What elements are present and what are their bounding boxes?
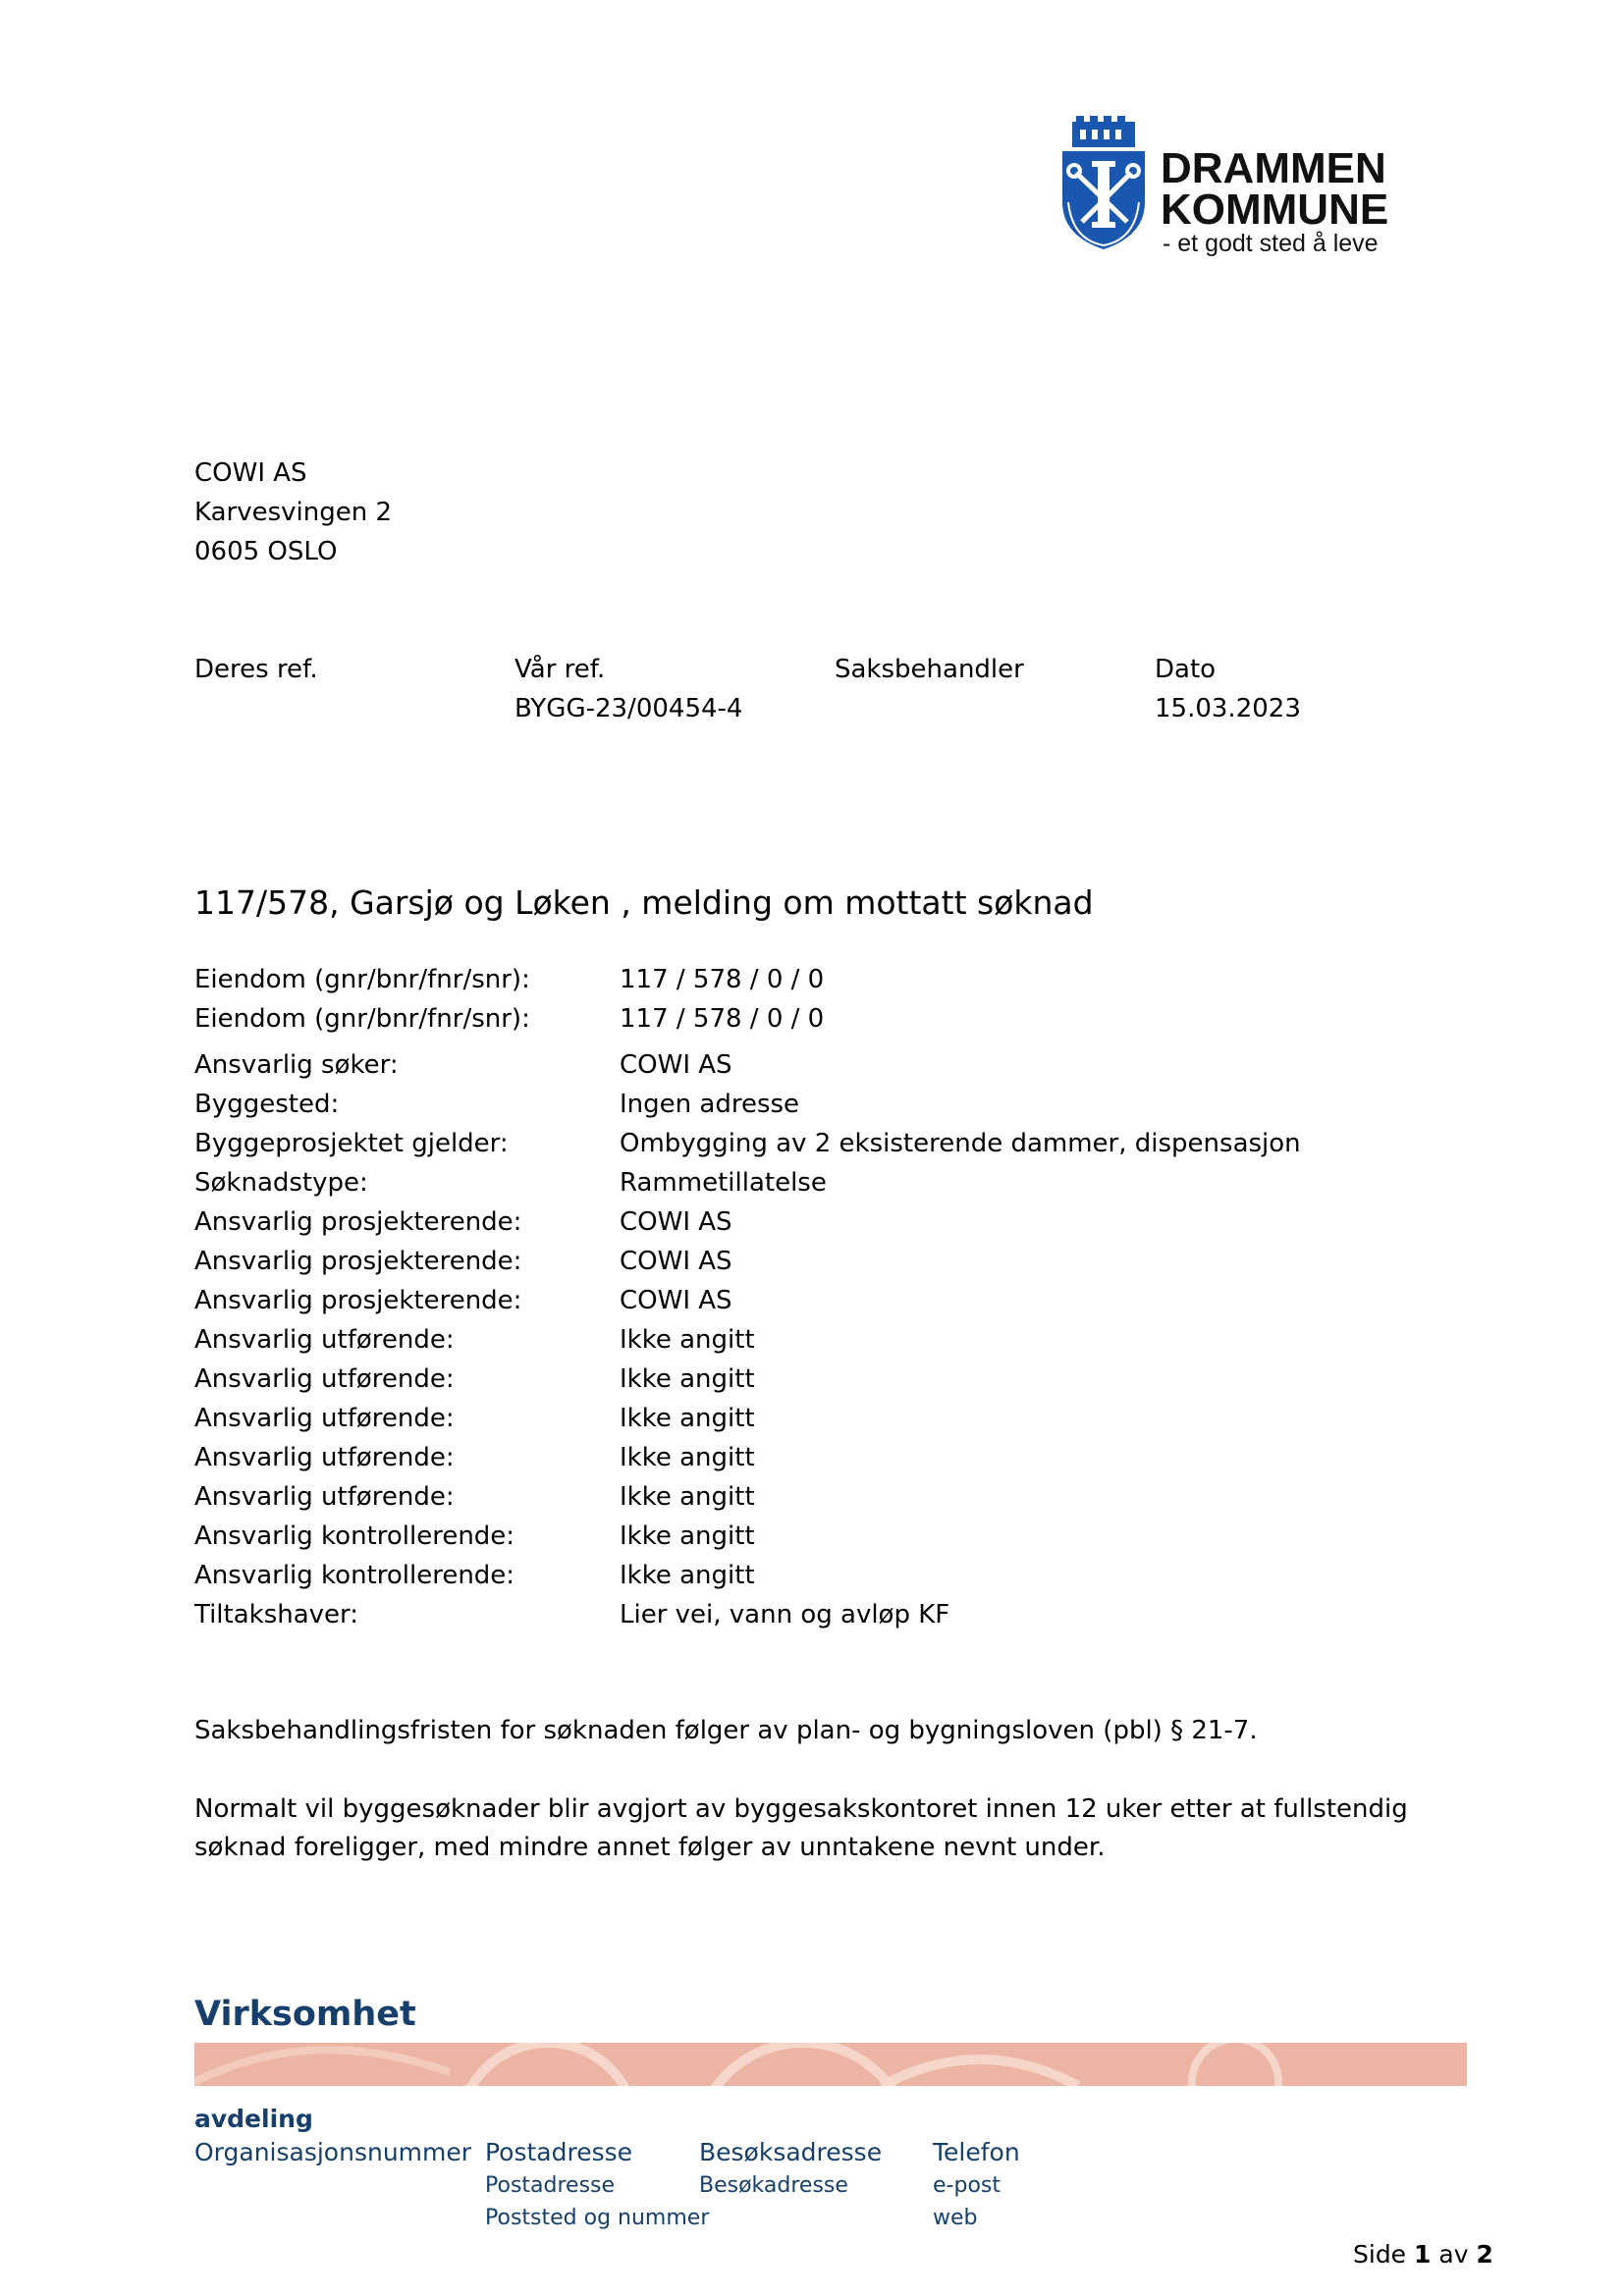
deres-ref-label: Deres ref. <box>194 655 318 684</box>
footer-department: avdeling <box>194 2105 313 2133</box>
coat-of-arms-icon <box>1058 116 1149 253</box>
property-value: 117 / 578 / 0 / 0 <box>620 965 825 994</box>
property-value: Ombygging av 2 eksisterende dammer, dispensasjon <box>620 1129 1301 1158</box>
property-label: Søknadstype: <box>194 1168 368 1198</box>
var-ref-value: BYGG-23/00454-4 <box>514 694 743 723</box>
footer-organization: Virksomhet <box>194 1995 416 2034</box>
property-label: Tiltakshaver: <box>194 1600 359 1629</box>
property-label: Ansvarlig prosjekterende: <box>194 1207 522 1237</box>
property-value: COWI AS <box>620 1286 732 1315</box>
dato-value: 15.03.2023 <box>1155 694 1301 723</box>
municipality-logo <box>1058 116 1402 257</box>
dato <box>1155 650 1301 728</box>
property-label: Ansvarlig utførende: <box>194 1325 455 1355</box>
property-label: Ansvarlig utførende: <box>194 1482 455 1512</box>
var-ref-label: Vår ref. <box>514 655 606 684</box>
footer-heading: Telefon <box>933 2138 1020 2166</box>
property-value: COWI AS <box>620 1247 732 1276</box>
page-separator: av <box>1438 2240 1469 2269</box>
property-value: Ikke angitt <box>620 1443 755 1472</box>
var-ref <box>514 650 742 728</box>
footer-decorative-band <box>194 2043 1467 2086</box>
property-label: Ansvarlig utførende: <box>194 1404 455 1433</box>
property-label: Byggeprosjektet gjelder: <box>194 1129 509 1158</box>
property-label: Ansvarlig kontrollerende: <box>194 1561 515 1590</box>
property-value: Ikke angitt <box>620 1404 755 1433</box>
property-label: Eiendom (gnr/bnr/fnr/snr): <box>194 1004 530 1034</box>
recipient-address <box>194 454 392 571</box>
footer-line: e-post <box>933 2173 1001 2198</box>
property-label: Eiendom (gnr/bnr/fnr/snr): <box>194 965 530 994</box>
footer-heading: Besøksadresse <box>699 2138 883 2166</box>
property-label: Ansvarlig prosjekterende: <box>194 1286 522 1315</box>
recipient-street: Karvesvingen 2 <box>194 498 393 527</box>
property-label: Ansvarlig prosjekterende: <box>194 1247 522 1276</box>
property-label: Ansvarlig søker: <box>194 1050 399 1080</box>
band-pattern-icon <box>194 2043 1467 2086</box>
page-total: 2 <box>1476 2240 1493 2269</box>
saksbehandler <box>835 650 1024 689</box>
property-value: Ikke angitt <box>620 1325 755 1355</box>
page-prefix: Side <box>1353 2240 1407 2269</box>
paragraph-processing-time: Normalt vil byggesøknader blir avgjort av byggesakskontoret innen 12 uker etter at fullstendig søknad foreligger, med mindre annet følger av unntakene nevnt under. <box>194 1794 1408 1862</box>
property-value: 117 / 578 / 0 / 0 <box>620 1004 825 1034</box>
footer-col-org-number <box>194 2136 471 2169</box>
logo-text-line1: DRAMMEN <box>1161 144 1386 192</box>
page-current: 1 <box>1414 2240 1432 2269</box>
page-number <box>1353 2238 1493 2271</box>
property-label: Ansvarlig kontrollerende: <box>194 1522 515 1551</box>
property-value: Rammetillatelse <box>620 1168 827 1198</box>
property-value: Ikke angitt <box>620 1522 755 1551</box>
footer-heading: Postadresse <box>485 2138 633 2166</box>
property-value: Ikke angitt <box>620 1482 755 1512</box>
property-value: COWI AS <box>620 1050 732 1080</box>
document-title: 117/578, Garsjø og Løken , melding om mottatt søknad <box>194 883 1094 922</box>
property-label: Byggested: <box>194 1090 340 1119</box>
property-value: Ikke angitt <box>620 1561 755 1590</box>
footer-line: web <box>933 2206 978 2230</box>
footer-col-postal <box>485 2136 709 2234</box>
deres-ref <box>194 650 318 689</box>
paragraph-deadline: Saksbehandlingsfristen for søknaden følger av plan- og bygningsloven (pbl) § 21-7. <box>194 1716 1258 1745</box>
logo-text-line2: KOMMUNE <box>1161 186 1389 234</box>
property-label: Ansvarlig utførende: <box>194 1443 455 1472</box>
dato-label: Dato <box>1155 655 1217 684</box>
property-value: COWI AS <box>620 1207 732 1237</box>
property-value: Ikke angitt <box>620 1364 755 1394</box>
footer-heading: Organisasjonsnummer <box>194 2138 472 2166</box>
recipient-postal: 0605 OSLO <box>194 537 338 566</box>
property-label: Ansvarlig utførende: <box>194 1364 455 1394</box>
property-value: Lier vei, vann og avløp KF <box>620 1600 950 1629</box>
saksbehandler-label: Saksbehandler <box>835 655 1024 684</box>
footer-line: Postadresse <box>485 2173 616 2198</box>
footer-line: Poststed og nummer <box>485 2206 710 2230</box>
recipient-name: COWI AS <box>194 458 307 488</box>
footer-col-visiting <box>699 2136 882 2202</box>
property-value: Ingen adresse <box>620 1090 800 1119</box>
footer-line: Besøkadresse <box>699 2173 848 2198</box>
footer-col-phone <box>933 2136 1020 2234</box>
logo-slogan: - et godt sted å leve <box>1163 230 1379 257</box>
